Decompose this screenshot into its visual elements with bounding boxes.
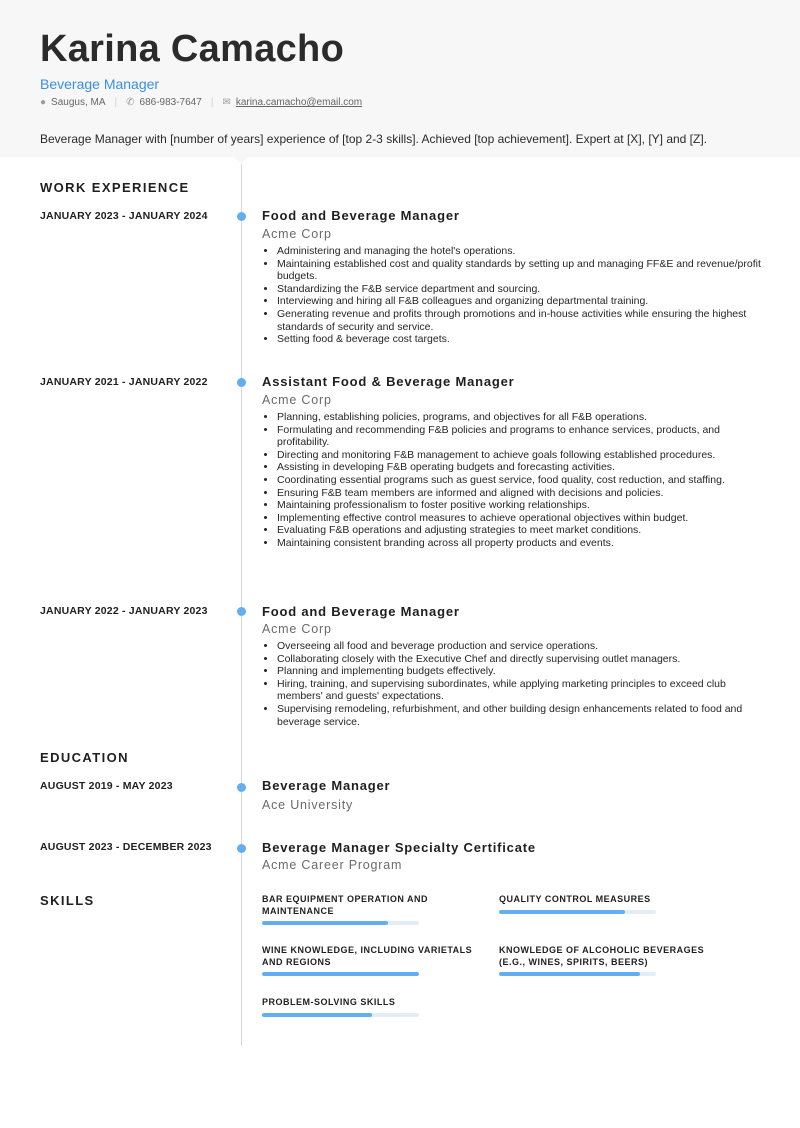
skill-level-bar <box>262 921 419 925</box>
skill-item <box>499 945 721 976</box>
list-item: • Maintaining professionalism to foster positive working relationships. <box>277 499 767 512</box>
skill-label: WINE KNOWLEDGE, INCLUDING VARIETALS AND REGIONS <box>262 945 473 967</box>
contact-info <box>40 96 362 110</box>
education-title: Beverage Manager <box>262 778 391 793</box>
skill-level-fill <box>262 972 419 976</box>
education-title: Beverage Manager Specialty Certificate <box>262 840 536 855</box>
education-school: Acme Career Program <box>262 858 403 872</box>
list-item: • Implementing effective control measures to achieve operational objectives within budget. <box>277 512 767 525</box>
skill-level-bar <box>499 910 656 914</box>
skill-level-fill <box>499 972 640 976</box>
timeline-dot <box>237 378 246 387</box>
timeline-dot <box>237 607 246 616</box>
list-item: • Overseeing all food and beverage production and service operations. <box>277 640 767 653</box>
skill-item <box>262 945 484 976</box>
skill-level-bar <box>499 972 656 976</box>
phone-icon: ✆ <box>126 97 135 108</box>
summary-text: Beverage Manager with [number of years] experience of [top 2-3 skills]. Achieved [top achievement]. Expert at [X], [Y] and [Z]. <box>40 132 708 146</box>
resume-header <box>0 0 800 157</box>
email-link[interactable]: karina.camacho@email.com <box>235 97 363 108</box>
location-text: Saugus, MA <box>51 97 106 108</box>
header-notch <box>233 156 249 164</box>
job-bullets <box>262 640 767 728</box>
job-bullets <box>262 411 767 550</box>
education-school: Ace University <box>262 798 354 812</box>
candidate-role: Beverage Manager <box>40 76 160 92</box>
skill-label: BAR EQUIPMENT OPERATION AND MAINTENANCE <box>262 894 429 916</box>
job-dates: JANUARY 2021 - JANUARY 2022 <box>40 376 208 388</box>
skill-item <box>262 894 484 925</box>
timeline-dot <box>237 212 246 221</box>
job-company: Acme Corp <box>262 622 332 636</box>
job-title: Assistant Food & Beverage Manager <box>262 374 515 389</box>
section-title-work: WORK EXPERIENCE <box>40 180 190 195</box>
skill-label: QUALITY CONTROL MEASURES <box>499 894 651 904</box>
list-item: • Assisting in developing F&B operating budgets and forecasting activities. <box>277 461 767 474</box>
job-dates: JANUARY 2022 - JANUARY 2023 <box>40 605 208 617</box>
list-item: • Hiring, training, and supervising subordinates, while applying marketing principles to exceed club members' and guests' expectations. <box>277 678 767 703</box>
map-pin-icon: ● <box>40 97 47 108</box>
envelope-icon: ✉ <box>222 97 231 108</box>
contact-divider: | <box>210 97 214 108</box>
skill-level-bar <box>262 972 419 976</box>
list-item: • Planning, establishing policies, programs, and objectives for all F&B operations. <box>277 411 767 424</box>
skill-item <box>262 997 484 1017</box>
list-item: • Administering and managing the hotel's operations. <box>277 245 767 258</box>
list-item: • Coordinating essential programs such as guest service, food quality, cost reduction, and staffing. <box>277 474 767 487</box>
skill-label: PROBLEM-SOLVING SKILLS <box>262 997 396 1007</box>
list-item: • Formulating and recommending F&B policies and programs to enhance services, products, and profitability. <box>277 424 767 449</box>
skill-item <box>499 894 721 914</box>
section-title-education: EDUCATION <box>40 750 129 765</box>
job-title: Food and Beverage Manager <box>262 604 460 619</box>
skill-level-fill <box>262 1013 372 1017</box>
list-item: • Standardizing the F&B service department and sourcing. <box>277 283 767 296</box>
list-item: • Maintaining consistent branding across all property products and events. <box>277 537 767 550</box>
list-item: • Planning and implementing budgets effectively. <box>277 665 767 678</box>
timeline-dot <box>237 844 246 853</box>
list-item: • Ensuring F&B team members are informed and aligned with decisions and policies. <box>277 487 767 500</box>
list-item: • Generating revenue and profits through promotions and in-house activities while ensuring the highest standards of security and service. <box>277 308 767 333</box>
candidate-name: Karina Camacho <box>40 28 345 70</box>
skill-level-fill <box>262 921 388 925</box>
skill-level-fill <box>499 910 625 914</box>
job-company: Acme Corp <box>262 393 332 407</box>
section-title-skills: SKILLS <box>40 893 95 908</box>
list-item: • Directing and monitoring F&B management to achieve goals following established procedures. <box>277 449 767 462</box>
list-item: • Collaborating closely with the Executive Chef and directly supervising outlet managers. <box>277 653 767 666</box>
skill-level-bar <box>262 1013 419 1017</box>
list-item: • Supervising remodeling, refurbishment, and other building design enhancements related to food and beverage service. <box>277 703 767 728</box>
skill-label: KNOWLEDGE OF ALCOHOLIC BEVERAGES (E.G., WINES, SPIRITS, BEERS) <box>499 945 705 967</box>
contact-divider: | <box>114 97 118 108</box>
phone-text: 686-983-7647 <box>139 97 202 108</box>
education-dates: AUGUST 2019 - MAY 2023 <box>40 780 173 792</box>
job-dates: JANUARY 2023 - JANUARY 2024 <box>40 210 208 222</box>
list-item: • Setting food & beverage cost targets. <box>277 333 767 346</box>
job-bullets <box>262 245 767 346</box>
job-title: Food and Beverage Manager <box>262 208 460 223</box>
list-item: • Maintaining established cost and quality standards by setting up and managing FF&E and revenue/profit budgets. <box>277 258 767 283</box>
list-item: • Interviewing and hiring all F&B colleagues and organizing departmental training. <box>277 295 767 308</box>
timeline-dot <box>237 783 246 792</box>
job-company: Acme Corp <box>262 227 332 241</box>
list-item: • Evaluating F&B operations and adjusting strategies to meet market conditions. <box>277 524 767 537</box>
timeline-line <box>241 164 242 1046</box>
education-dates: AUGUST 2023 - DECEMBER 2023 <box>40 841 212 853</box>
